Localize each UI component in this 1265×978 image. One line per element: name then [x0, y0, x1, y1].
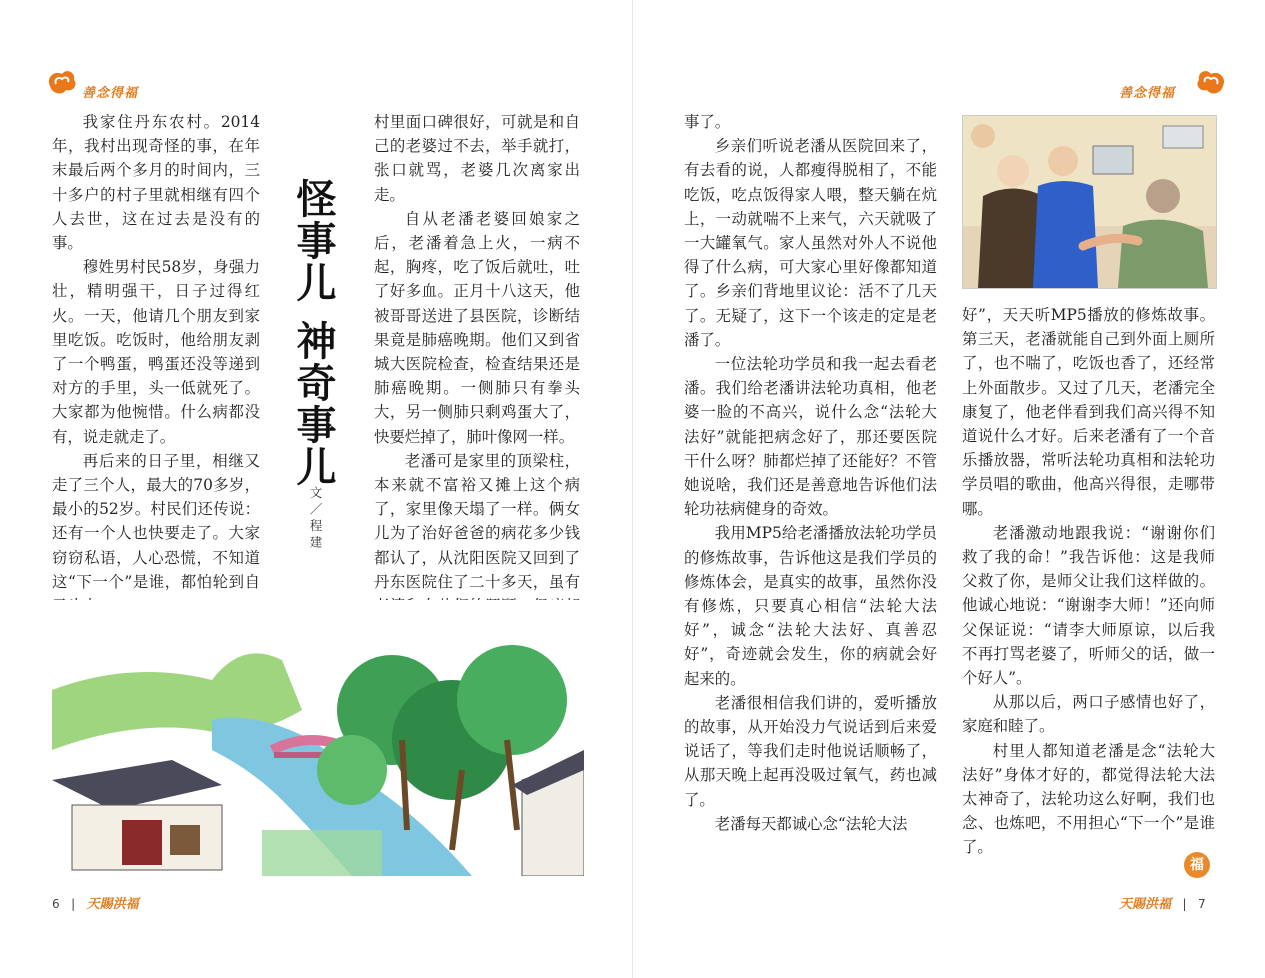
footer-divider: | [1174, 897, 1195, 911]
fu-character-icon: 福 [1184, 852, 1210, 878]
paragraph: 老潘可是家里的顶梁柱，本来就不富裕又摊上这个病了，家里像天塌了一样。俩女儿为了治好爸爸的病花多少钱都认了，从沈阳医院又回到了丹东医院住了二十多天，虽有 [374, 451, 580, 591]
section-header-title: 善念得福 [82, 86, 139, 101]
page-number: 7 [1197, 897, 1206, 911]
text-column-4 [962, 303, 1215, 860]
footer-divider: | [63, 897, 83, 911]
paragraph: 穆姓男村民58岁，身强力壮，精明强干，日子过得红火。一天，他请几个朋友到家里吃饭。吃饭时，他给朋友剥了一个鸭蛋，鸭蛋还没等递到对方的手里，头一低就死了。大家都为他惋惜。什么病都没有，说走就走了。 [52, 258, 260, 446]
left-footer [52, 893, 139, 912]
paragraph: 再后来的日子里，相继又走了三个人，最大的70多岁，最小的52岁。村民们还传说：还有一个人也快要走了。大家窃窃私语，人心恐慌，不知道这“下一个”是谁，都怕轮到自 [52, 451, 260, 591]
paragraph: 一位法轮功学员和我一起去看老潘。我们给老潘讲法轮功真相，他老婆一脸的不高兴，说什么念“法轮大法好”就能把病念好了，那还要医院干什么呀？肺都烂掉了还能好？不管她说啥，我们还是善意地告诉他们法轮功祛病健身的奇效。 [684, 355, 937, 519]
paragraph: 乡亲们听说老潘从医院回来了，有去看的说，人都瘦得脱相了，不能吃饭，吃点饭得家人喂，整天躺在炕上，一动就喘不上来气，六天就吸了一大罐氧气。家人虽然对外人不说他得了什么病，可大家心里好像都知道了。乡亲们背地里议论：活不了几天了。无疑了，这下一个该走的定是老潘了。 [684, 137, 937, 349]
paragraph: 我家住丹东农村。2014年，我村出现奇怪的事，在年末最后两个多月的时间内，三十多户的村子里就相继有四个人去世，这在过去是没有的事。 [52, 113, 260, 253]
paragraph: 自从老潘老婆回娘家之后，老潘着急上火，一病不起，胸疼，吃了饭后就吐，吐了好多血。正月十八这天，他被哥哥送进了县医院，诊断结果竟是肺癌晚期。他们又到省城大医院检查，检查结果还是肺癌晚期。一侧肺只有拳头大，另一侧肺只剩鸡蛋大了，快要烂掉了，肺叶像网一样。 [374, 209, 580, 446]
paragraph: 我用MP5给老潘播放法轮功学员的修炼故事，告诉他这是我们学员的修炼体会，是真实的故事，虽然你没有修炼，只要真心相信“法轮大法好”，诚念“法轮大法好、真善忍好”，奇迹就会发生，你的病就会好起来的。 [684, 524, 937, 688]
left-page [0, 0, 632, 978]
right-footer [1119, 893, 1206, 912]
text-column-3 [684, 110, 937, 836]
paragraph: 村里人都知道老潘是念“法轮大法好”身体才好的，都觉得法轮大法太神奇了，法轮功这么好啊，我们也念、也炼吧，不用担心“下一个”是谁了。 [962, 741, 1215, 857]
page-number: 6 [52, 897, 60, 911]
footer-brand: 天賜洪福 [1119, 897, 1172, 912]
hospital-visit-illustration [962, 115, 1217, 289]
paragraph: 从那以后，两口子感情也好了，家庭和睦了。 [962, 693, 1215, 736]
article-title: 怪事儿 神奇事儿 [290, 178, 336, 488]
paragraph: 好”，天天听MP5播放的修炼故事。第三天，老潘就能自己到外面上厕所了，也不喘了，吃饭也香了，还经常上外面散步。又过了几天，老潘完全康复了，他老伴看到我们高兴得不知道说什么才好。后来老潘有了一个音乐播放器，常听法轮功真相和法轮功学员唱的歌曲，他高兴得很，走哪带哪。 [962, 306, 1215, 518]
paragraph: 事了。 [684, 113, 731, 131]
auspicious-cloud-icon [44, 64, 80, 100]
paragraph: 老潘激动地跟我说：“谢谢你们救了我的命！”我告诉他：这是我师父救了你，是师父让我们这样做的。他诚心地说：“谢谢李大师！”还向师父保证说：“请李大师原谅，以后我不再打骂老婆了，听师父的话，做一个好人”。 [962, 523, 1215, 688]
paragraph: 老潘很相信我们讲的，爱听播放的故事，从开始没力气说话到后来爱说话了，等我们走时他说话顺畅了，从那天晚上起再没吸过氧气，药也减了。 [684, 693, 937, 809]
article-byline: 文／程建 [308, 486, 323, 552]
paragraph: 村里面口碑很好，可就是和自己的老婆过不去，举手就打，张口就骂，老婆几次离家出走。 [374, 113, 580, 204]
footer-brand: 天賜洪福 [86, 897, 139, 912]
auspicious-cloud-icon [1193, 64, 1229, 100]
section-header-title: 善念得福 [1119, 86, 1176, 101]
village-river-illustration [52, 600, 584, 876]
paragraph: 老潘每天都诚心念“法轮大法 [714, 814, 908, 833]
right-page [633, 0, 1265, 978]
